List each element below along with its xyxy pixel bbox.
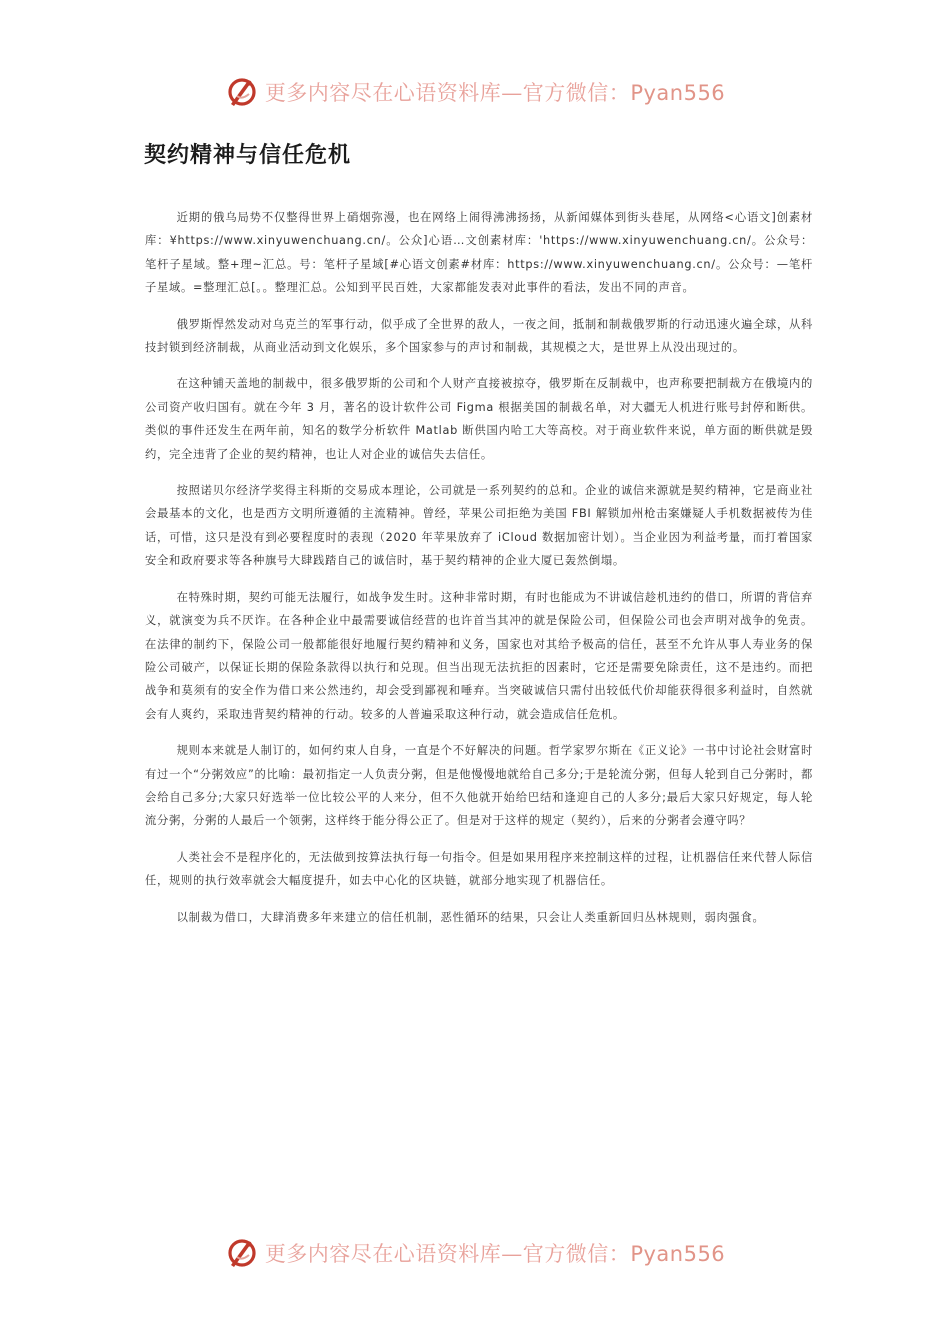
paragraph: 俄罗斯悍然发动对乌克兰的军事行动，似乎成了全世界的敌人，一夜之间，抵制和制裁俄罗斯的行动迅速火遍全球，从科技封锁到经济制裁，从商业活动到文化娱乐，多个国家参与的声讨和制裁，其规模之大，是世界上从没出现过的。 xyxy=(145,317,813,355)
header-banner xyxy=(0,72,950,112)
paragraph: 近期的俄乌局势不仅整得世界上硝烟弥漫，也在网络上闹得沸沸扬扬，从新闻媒体到街头巷尾，从网络<心语文]创素材库：¥https://www.xinyuwenchuang.cn/。公众]心语…文创素材库：'https://www.xinyuwenchuang.cn/。公众号：笔杆子星域。整+理~汇总。号：笔杆子星域[#心语文创素#材库：https://www.xinyuwenchuang.cn/。公众号：—笔杆子星域。=整理汇总[。。整理汇总。公知到平民百姓，大家都能发表对此事件的看法，发出不同的声音。 xyxy=(145,211,813,295)
paragraph: 在特殊时期，契约可能无法履行，如战争发生时。这种非常时期，有时也能成为不讲诚信趁机违约的借口，所谓的背信弃义，就演变为兵不厌诈。在各种企业中最需要诚信经营的也许首当其冲的就是保险公司，但保险公司也会声明对战争的免责。在法律的制约下，保险公司一般都能很好地履行契约精神和义务，国家也对其给予极高的信任，甚至不允许从事人寿业务的保险公司破产，以保证长期的保险条款得以执行和兑现。但当出现无法抗拒的因素时，它还是需要免除责任，这不是违约。而把战争和莫须有的安全作为借口来公然违约，却会受到鄙视和唾弃。当突破诚信只需付出较低代价却能获得很多利益时，自然就会有人爽约，采取违背契约精神的行动。较多的人普遍采取这种行动，就会造成信任危机。 xyxy=(145,590,813,721)
paragraph: 规则本来就是人制订的，如何约束人自身，一直是个不好解决的问题。哲学家罗尔斯在《正义论》一书中讨论社会财富时有过一个“分粥效应”的比喻：最初指定一人负责分粥，但是他慢慢地就给自己多分;于是轮流分粥，但每人轮到自己分粥时，都会给自己多分;大家只好选举一位比较公平的人来分，但不久他就开始给巴结和逢迎自己的人多分;最后大家只好规定，每人轮流分粥，分粥的人最后一个领粥，这样终于能分得公正了。但是对于这样的规定（契约），后来的分粥者会遵守吗？ xyxy=(145,744,813,828)
banner-text: 更多内容尽在心语资料库—官方微信：Pyan556 xyxy=(264,1242,726,1266)
paragraph: 在这种铺天盖地的制裁中，很多俄罗斯的公司和个人财产直接被掠夺，俄罗斯在反制裁中，也声称要把制裁方在俄境内的公司资产收归国有。就在今年 3 月，著名的设计软件公司 Figma 根据美国的制裁名单，对大疆无人机进行账号封停和断供。类似的事件还发生在两年前，知名的数学分析软件 Matlab 断供国内哈工大等高校。对于商业软件来说，单方面的断供就是毁约，完全违背了企业的契约精神，也让人对企业的诚信失去信任。 xyxy=(145,377,813,461)
footer-banner xyxy=(0,1233,950,1273)
banner-text: 更多内容尽在心语资料库—官方微信：Pyan556 xyxy=(264,81,726,105)
document-title: 契约精神与信任危机 xyxy=(144,143,352,168)
paragraph: 以制裁为借口，大肆消费多年来建立的信任机制，恶性循环的结果，只会让人类重新回归丛林规则，弱肉强食。 xyxy=(176,910,765,924)
paragraph: 人类社会不是程序化的，无法做到按算法执行每一句指令。但是如果用程序来控制这样的过程，让机器信任来代替人际信任，规则的执行效率就会大幅度提升，如去中心化的区块链，就部分地实现了机器信任。 xyxy=(145,850,813,888)
paragraph: 按照诺贝尔经济学奖得主科斯的交易成本理论，公司就是一系列契约的总和。企业的诚信来源就是契约精神，它是商业社会最基本的文化，也是西方文明所遵循的主流精神。曾经，苹果公司拒绝为美国 FBI 解锁加州枪击案嫌疑人手机数据被传为佳话，可惜，这只是没有到必要程度时的表现（2020 年苹果放弃了 iCloud 数据加密计划）。当企业因为利益考量，而打着国家安全和政府要求等各种旗号大肆践踏自己的诚信时，基于契约精神的企业大厦已轰然倒塌。 xyxy=(145,484,813,568)
brand-logo-icon xyxy=(225,1235,261,1271)
article-body xyxy=(145,206,813,942)
brand-logo-icon xyxy=(225,74,261,110)
